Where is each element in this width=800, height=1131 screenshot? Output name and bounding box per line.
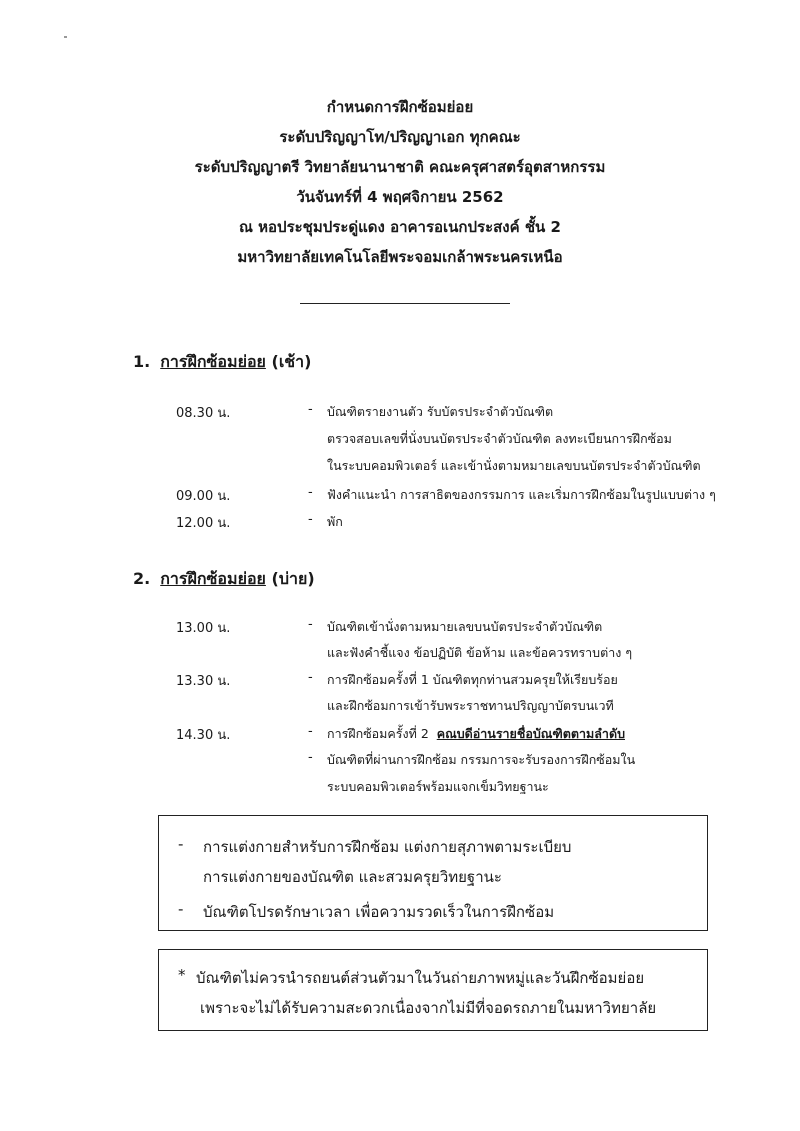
section2-time-1300: 13.00 น. — [176, 621, 231, 636]
bullet-dash: - — [308, 512, 313, 527]
bullet-dash: - — [308, 750, 313, 765]
bullet-dash: - — [308, 670, 313, 685]
section1-suffix: (เช้า) — [271, 352, 312, 371]
section2-time-1330: 13.30 น. — [176, 674, 231, 689]
section1-item-instructions: ฟังคำแนะนำ การสาธิตของกรรมการ และเริ่มการฝึกซ้อมในรูปแบบต่าง ๆ — [327, 487, 716, 502]
note-punctuality: บัณฑิตโปรดรักษาเวลา เพื่อความรวดเร็วในการฝึกซ้อม — [203, 903, 555, 921]
section1-item-register: ในระบบคอมพิวเตอร์ และเข้านั่งตามหมายเลขบนบัตรประจำตัวบัณฑิต — [327, 458, 701, 473]
section2-item-rehearsal2 — [327, 724, 625, 744]
section1-number: 1. — [133, 352, 151, 371]
section2-item-certify: บัณฑิตที่ผ่านการฝึกซ้อม กรรมการจะรับรองการฝึกซ้อมใน — [327, 752, 636, 767]
note-dash: - — [178, 835, 184, 853]
section2-item-badge: ระบบคอมพิวเตอร์พร้อมแจกเข็มวิทยฐานะ — [327, 779, 549, 794]
section2-item-rehearsal1: การฝึกซ้อมครั้งที่ 1 บัณฑิตทุกท่านสวมครุยให้เรียบร้อย — [327, 672, 618, 687]
section2-heading — [133, 567, 315, 592]
section1-time-0830: 08.30 น. — [176, 406, 231, 421]
section2-item-seating: บัณฑิตเข้านั่งตามหมายเลขบนบัตรประจำตัวบัณฑิต — [327, 619, 603, 634]
document-header — [0, 92, 800, 272]
section2-item-briefing: และฟังคำชี้แจง ข้อปฏิบัติ ข้อห้าม และข้อควรทราบต่าง ๆ — [327, 645, 633, 660]
header-title: กำหนดการฝึกซ้อมย่อย — [326, 98, 474, 116]
rehearsal2-dean-reading: คณบดีอ่านรายชื่อบัณฑิตตามลำดับ — [436, 726, 625, 741]
section1-heading — [133, 350, 311, 375]
warning-no-parking: เพราะจะไม่ได้รับความสะดวกเนื่องจากไม่มีที่จอดรถภายในมหาวิทยาลัย — [200, 999, 657, 1017]
header-bachelor-level: ระดับปริญญาตรี วิทยาลัยนานาชาติ คณะครุศาสตร์อุตสาหกรรม — [194, 158, 606, 176]
warning-no-car: บัณฑิตไม่ควรนำรถยนต์ส่วนตัวมาในวันถ่ายภาพหมู่และวันฝึกซ้อมย่อย — [196, 969, 645, 987]
note-gown: การแต่งกายของบัณฑิต และสวมครุยวิทยฐานะ — [203, 868, 502, 886]
section1-item-break: พัก — [327, 514, 343, 529]
section1-time-1200: 12.00 น. — [176, 516, 231, 531]
rehearsal2-label: การฝึกซ้อมครั้งที่ 2 — [327, 726, 429, 741]
warning-star: * — [178, 966, 186, 984]
section1-time-0900: 09.00 น. — [176, 489, 231, 504]
note-dash: - — [178, 900, 184, 918]
section2-number: 2. — [133, 569, 151, 588]
header-venue: ณ หอประชุมประดู่แดง อาคารอเนกประสงค์ ชั้น 2 — [239, 218, 561, 236]
bullet-dash: - — [308, 402, 313, 417]
section1-item-checkin: บัณฑิตรายงานตัว รับบัตรประจำตัวบัณฑิต — [327, 404, 554, 419]
header-university: มหาวิทยาลัยเทคโนโลยีพระจอมเกล้าพระนครเหนือ — [237, 248, 563, 266]
section2-title: การฝึกซ้อมย่อย — [160, 569, 266, 588]
header-divider — [300, 303, 510, 304]
bullet-dash: - — [308, 724, 313, 739]
section2-suffix: (บ่าย) — [271, 569, 315, 588]
scan-speck — [64, 36, 67, 38]
header-graduate-level: ระดับปริญญาโท/ปริญญาเอก ทุกคณะ — [279, 128, 521, 146]
section2-time-1430: 14.30 น. — [176, 728, 231, 743]
section1-title: การฝึกซ้อมย่อย — [160, 352, 266, 371]
section1-item-seat-check: ตรวจสอบเลขที่นั่งบนบัตรประจำตัวบัณฑิต ลงทะเบียนการฝึกซ้อม — [327, 431, 672, 446]
bullet-dash: - — [308, 617, 313, 632]
note-dress-code: การแต่งกายสำหรับการฝึกซ้อม แต่งกายสุภาพตามระเบียบ — [203, 838, 572, 856]
header-date: วันจันทร์ที่ 4 พฤศจิกายน 2562 — [296, 188, 504, 206]
bullet-dash: - — [308, 485, 313, 500]
section2-item-rehearsal1-stage: และฝึกซ้อมการเข้ารับพระราชทานปริญญาบัตรบนเวที — [327, 698, 614, 713]
